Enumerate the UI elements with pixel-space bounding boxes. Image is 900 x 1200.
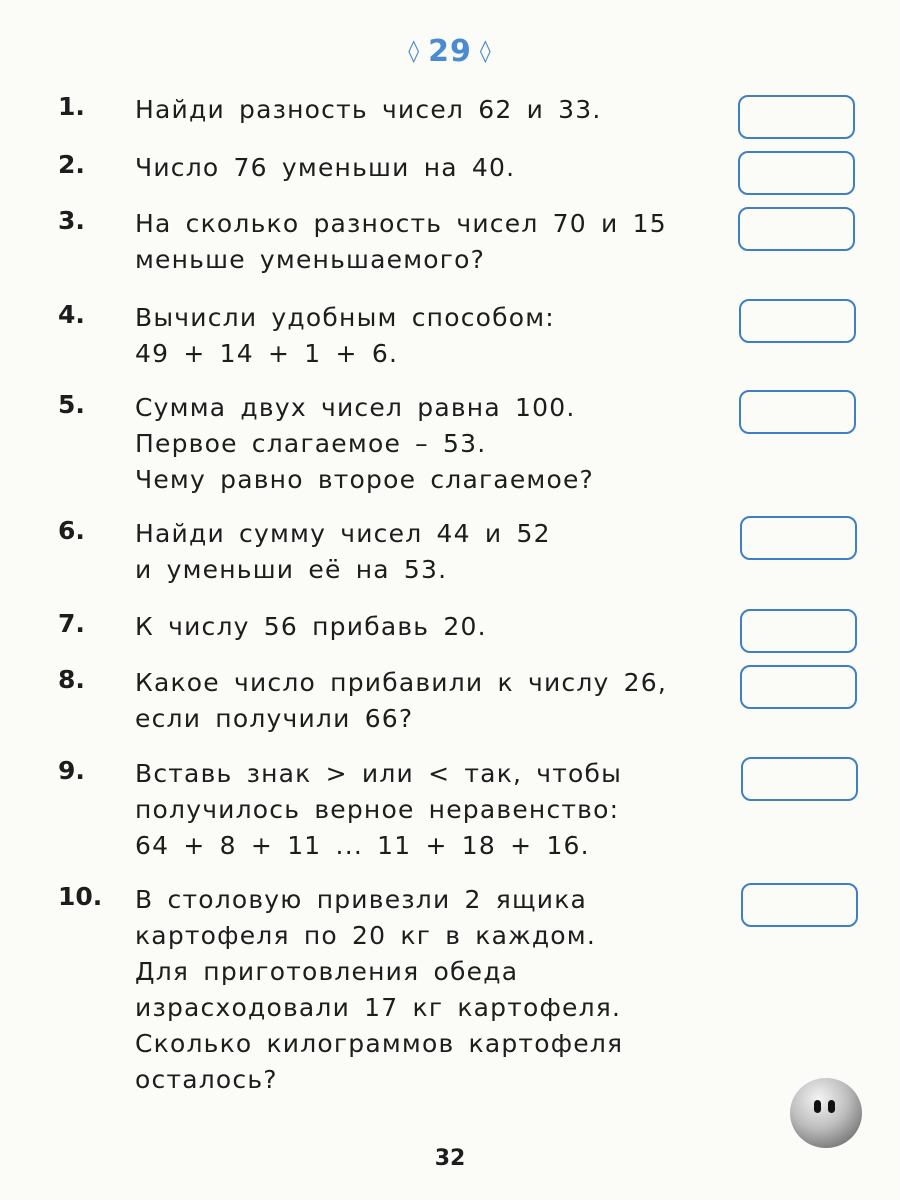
task-number: 2. [58, 150, 85, 179]
lesson-number: 29 [428, 34, 472, 69]
answer-box-5[interactable] [739, 390, 856, 434]
answer-box-4[interactable] [739, 299, 856, 343]
task-number: 7. [58, 609, 85, 638]
answer-box-3[interactable] [738, 207, 855, 251]
smiley-eye [828, 1100, 835, 1113]
task-text-line: получилось верное неравенство: [135, 795, 620, 824]
task-text-line: Сколько килограммов картофеля [135, 1029, 624, 1058]
task-number: 3. [58, 206, 85, 235]
task-number: 4. [58, 300, 85, 329]
answer-box-6[interactable] [740, 516, 857, 560]
task-text-line: Какое число прибавили к числу 26, [135, 668, 668, 697]
task-number: 5. [58, 390, 85, 419]
task-text-line: Найди сумму чисел 44 и 52 [135, 519, 551, 548]
task-text-line: израсходовали 17 кг картофеля. [135, 993, 622, 1022]
task-text-line: Число 76 уменьши на 40. [135, 153, 516, 182]
task-text-line: Вычисли удобным способом: [135, 303, 555, 332]
task-text-line: Вставь знак > или < так, чтобы [135, 759, 623, 788]
task-text-line: меньше уменьшаемого? [135, 245, 486, 274]
task-text-line: На сколько разность чисел 70 и 15 [135, 209, 667, 238]
task-number: 1. [58, 92, 85, 121]
task-number: 9. [58, 756, 85, 785]
task-text-line: если получили 66? [135, 704, 414, 733]
page-number: 32 [434, 1146, 466, 1171]
diamond-left-icon: ◊ [408, 39, 421, 64]
answer-box-7[interactable] [740, 609, 857, 653]
task-text-line: Сумма двух чисел равна 100. [135, 393, 576, 422]
answer-box-9[interactable] [741, 757, 858, 801]
answer-box-10[interactable] [741, 883, 858, 927]
task-text-line: В столовую привезли 2 ящика [135, 885, 588, 914]
answer-box-2[interactable] [738, 151, 855, 195]
task-number: 10. [58, 882, 103, 911]
answer-box-1[interactable] [738, 95, 855, 139]
task-number: 8. [58, 665, 85, 694]
task-text-line: осталось? [135, 1065, 278, 1094]
task-text-line: и уменьши её на 53. [135, 555, 448, 584]
task-text-line: 49 + 14 + 1 + 6. [135, 339, 399, 368]
task-text-line: К числу 56 прибавь 20. [135, 612, 487, 641]
task-text-line: Найди разность чисел 62 и 33. [135, 95, 602, 124]
answer-box-8[interactable] [740, 665, 857, 709]
diamond-right-icon: ◊ [479, 39, 492, 64]
task-number: 6. [58, 516, 85, 545]
lesson-number-header [0, 34, 900, 69]
task-text-line: 64 + 8 + 11 ... 11 + 18 + 16. [135, 831, 590, 860]
smiley-face-icon [790, 1078, 862, 1148]
task-text-line: Чему равно второе слагаемое? [135, 465, 595, 494]
task-text-line: Для приготовления обеда [135, 957, 519, 986]
task-text-line: картофеля по 20 кг в каждом. [135, 921, 597, 950]
smiley-eye [814, 1100, 821, 1113]
task-text-line: Первое слагаемое – 53. [135, 429, 487, 458]
